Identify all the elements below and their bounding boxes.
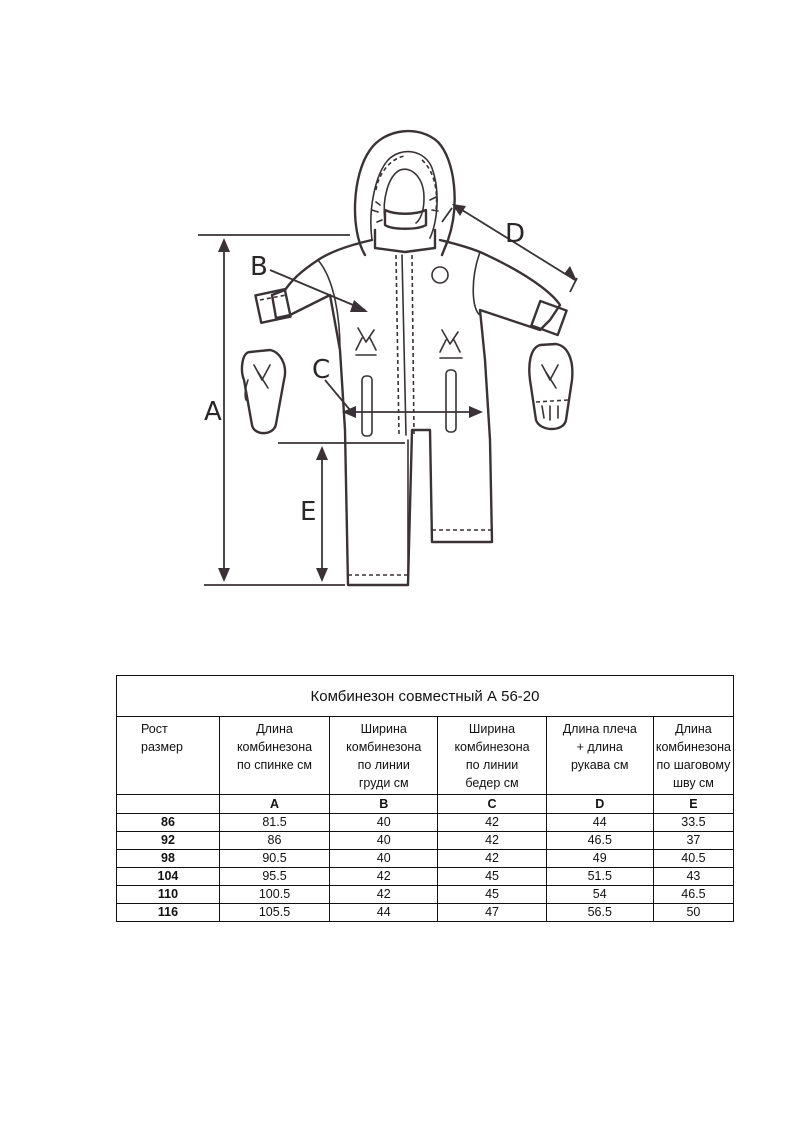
header-chest-width: Ширина комбинезона по линии груди см (330, 717, 438, 795)
size-cell: 104 (117, 868, 220, 886)
letter-cell (117, 795, 220, 814)
header-size: Рост размер (117, 717, 220, 795)
table-cell: 42 (438, 850, 546, 868)
table-cell: 51.5 (546, 868, 653, 886)
table-cell: 49 (546, 850, 653, 868)
label-b: B (250, 252, 268, 282)
size-table (116, 675, 734, 922)
letter-cell: C (438, 795, 546, 814)
table-cell: 40.5 (653, 850, 733, 868)
size-cell: 110 (117, 886, 220, 904)
letter-cell: D (546, 795, 653, 814)
size-cell: 92 (117, 832, 220, 850)
size-cell: 86 (117, 814, 220, 832)
header-inseam-length: Длина комбинезона по шаговому шву см (653, 717, 733, 795)
label-d: D (505, 219, 526, 249)
table-cell: 44 (330, 904, 438, 922)
table-cell: 90.5 (219, 850, 329, 868)
mitten-left (242, 350, 285, 433)
table-row (117, 814, 734, 832)
header-hip-width: Ширина комбинезона по линии бедер см (438, 717, 546, 795)
table-cell: 42 (438, 814, 546, 832)
table-cell: 56.5 (546, 904, 653, 922)
table-cell: 45 (438, 886, 546, 904)
header-sleeve-length: Длина плеча + длина рукава см (546, 717, 653, 795)
header-row (117, 717, 734, 795)
table-cell: 37 (653, 832, 733, 850)
header-length-back: Длина комбинезона по спинке см (219, 717, 329, 795)
table-cell: 81.5 (219, 814, 329, 832)
table-cell: 44 (546, 814, 653, 832)
table-cell: 43 (653, 868, 733, 886)
table-cell: 95.5 (219, 868, 329, 886)
table-cell: 45 (438, 868, 546, 886)
table-cell: 40 (330, 850, 438, 868)
letter-cell: B (330, 795, 438, 814)
letter-cell: A (219, 795, 329, 814)
table-cell: 40 (330, 814, 438, 832)
table-cell: 54 (546, 886, 653, 904)
mitten-right (529, 344, 572, 429)
table-cell: 42 (330, 886, 438, 904)
table-row (117, 868, 734, 886)
size-cell: 116 (117, 904, 220, 922)
letters-row (117, 795, 734, 814)
jumpsuit-sketch (180, 80, 620, 620)
label-a: A (204, 397, 222, 427)
size-cell: 98 (117, 850, 220, 868)
table-cell: 42 (438, 832, 546, 850)
table-row (117, 850, 734, 868)
table-cell: 47 (438, 904, 546, 922)
table-cell: 46.5 (653, 886, 733, 904)
label-e: E (300, 497, 317, 527)
hood-outline (355, 131, 455, 255)
table-row (117, 886, 734, 904)
table-cell: 33.5 (653, 814, 733, 832)
label-c: C (312, 355, 331, 385)
table-title: Комбинезон совместный А 56-20 (117, 676, 734, 717)
table-cell: 50 (653, 904, 733, 922)
jumpsuit-drawing (180, 80, 620, 620)
table-row (117, 832, 734, 850)
table-cell: 42 (330, 868, 438, 886)
table-cell: 86 (219, 832, 329, 850)
table-cell: 46.5 (546, 832, 653, 850)
letter-cell: E (653, 795, 733, 814)
table-cell: 100.5 (219, 886, 329, 904)
table-cell: 40 (330, 832, 438, 850)
table-cell: 105.5 (219, 904, 329, 922)
table-row (117, 904, 734, 922)
